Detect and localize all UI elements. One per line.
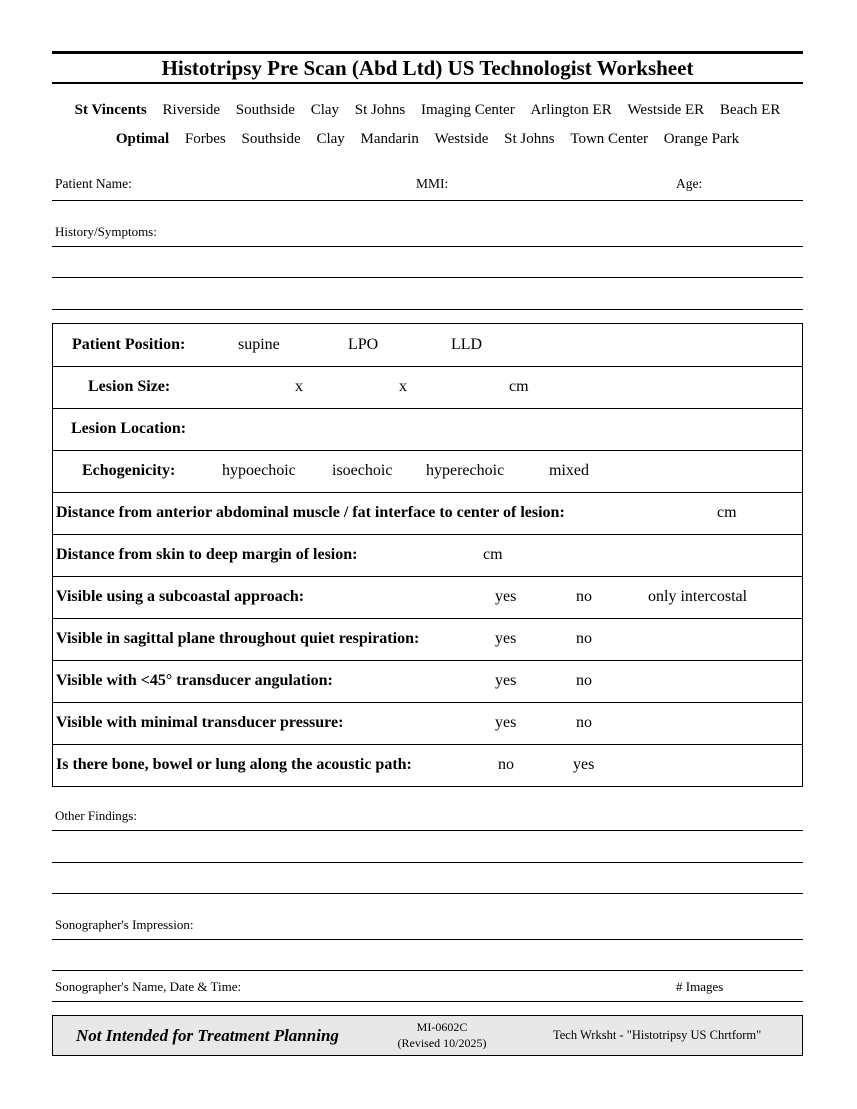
facility-option[interactable]: Clay [316, 131, 345, 147]
disclaimer-text: Not Intended for Treatment Planning [76, 1026, 339, 1045]
title-bottom-rule [52, 82, 803, 84]
history-line-1[interactable] [52, 246, 803, 247]
facility-row-st-vincents [52, 102, 803, 119]
echo-option-mixed[interactable]: mixed [549, 462, 589, 479]
position-option-lpo[interactable]: LPO [348, 336, 379, 353]
facility-option[interactable]: Town Center [570, 131, 649, 147]
facility-option[interactable]: St Johns [354, 102, 406, 118]
mmi-label: MMI: [416, 176, 449, 191]
angulation-option-yes[interactable]: yes [495, 672, 517, 689]
other-findings-label: Other Findings: [55, 808, 137, 823]
angulation-option-no[interactable]: no [576, 672, 592, 689]
table-row-sagittal [53, 618, 802, 661]
patient-position-label: Patient Position: [72, 336, 186, 353]
distance-muscle-label: Distance from anterior abdominal muscle / fat interface to center of lesion: [56, 504, 565, 521]
sagittal-option-no[interactable]: no [576, 630, 592, 647]
other-findings-line-3[interactable] [52, 893, 803, 894]
impression-line-2[interactable] [52, 970, 803, 971]
table-row-patient-position [53, 324, 802, 367]
impression-line-1[interactable] [52, 939, 803, 940]
sonographer-label: Sonographer's Name, Date & Time: [55, 979, 242, 994]
position-option-supine[interactable]: supine [238, 336, 280, 353]
pressure-option-no[interactable]: no [576, 714, 592, 731]
lesion-location-label: Lesion Location: [71, 420, 187, 437]
table-row-angulation [53, 660, 802, 703]
table-row-lesion-size [53, 366, 802, 409]
echo-option-hypoechoic[interactable]: hypoechoic [222, 462, 296, 479]
table-row-echogenicity [53, 450, 802, 493]
form-number-block [383, 1019, 501, 1051]
other-findings-line-2[interactable] [52, 862, 803, 863]
echogenicity-label: Echogenicity: [82, 462, 176, 479]
size-separator-2: x [399, 378, 407, 395]
acoustic-option-no[interactable]: no [498, 756, 514, 773]
page-title: Histotripsy Pre Scan (Abd Ltd) US Technologist Worksheet [161, 56, 694, 80]
subcostal-option-no[interactable]: no [576, 588, 592, 605]
angulation-label: Visible with <45° transducer angulation: [56, 672, 333, 689]
facility-group-label: Optimal [115, 131, 170, 147]
form-number: MI-0602C [416, 1020, 468, 1034]
patient-info-line[interactable] [52, 200, 803, 201]
sagittal-option-yes[interactable]: yes [495, 630, 517, 647]
distance-skin-label: Distance from skin to deep margin of lesion: [56, 546, 358, 563]
form-revision: (Revised 10/2025) [397, 1036, 487, 1050]
images-label: # Images [676, 979, 724, 994]
facility-option[interactable]: Orange Park [663, 131, 740, 147]
lesion-size-label: Lesion Size: [88, 378, 171, 395]
age-label: Age: [676, 176, 703, 191]
table-row-acoustic-path [53, 744, 802, 786]
facility-option[interactable]: Beach ER [719, 102, 781, 118]
facility-row-optimal [52, 131, 803, 148]
other-findings-line-1[interactable] [52, 830, 803, 831]
table-row-distance-muscle [53, 492, 802, 535]
facility-option[interactable]: Forbes [184, 131, 226, 147]
distance-muscle-unit: cm [717, 504, 737, 521]
facility-option[interactable]: Southside [235, 102, 295, 118]
acoustic-path-label: Is there bone, bowel or lung along the acoustic path: [56, 756, 412, 773]
pressure-option-yes[interactable]: yes [495, 714, 517, 731]
facility-option[interactable]: Westside [434, 131, 489, 147]
history-line-2[interactable] [52, 277, 803, 278]
subcostal-label: Visible using a subcoastal approach: [56, 588, 305, 605]
footer-box [52, 1015, 803, 1056]
table-row-lesion-location [53, 408, 802, 451]
impression-label: Sonographer's Impression: [55, 917, 194, 932]
facility-group-label: St Vincents [74, 102, 147, 118]
subcostal-option-yes[interactable]: yes [495, 588, 517, 605]
facility-option[interactable]: Clay [310, 102, 340, 118]
history-line-3[interactable] [52, 309, 803, 310]
size-separator-1: x [295, 378, 303, 395]
facility-option[interactable]: Riverside [162, 102, 221, 118]
table-row-pressure [53, 702, 802, 745]
history-label: History/Symptoms: [55, 224, 157, 239]
form-name: Tech Wrksht - "Histotripsy US Chrtform" [553, 1028, 762, 1042]
echo-option-isoechoic[interactable]: isoechoic [332, 462, 393, 479]
facility-option[interactable]: Imaging Center [420, 102, 515, 118]
table-row-subcostal [53, 576, 802, 619]
sonographer-line[interactable] [52, 1001, 803, 1002]
facility-option[interactable]: St Johns [504, 131, 555, 147]
echo-option-hyperechoic[interactable]: hyperechoic [426, 462, 505, 479]
facility-option[interactable]: Arlington ER [530, 102, 612, 118]
position-option-lld[interactable]: LLD [451, 336, 483, 353]
size-unit: cm [509, 378, 529, 395]
lesion-assessment-table [52, 323, 803, 787]
patient-name-label: Patient Name: [55, 176, 132, 191]
table-row-distance-skin [53, 534, 802, 577]
sagittal-label: Visible in sagittal plane throughout quiet respiration: [56, 630, 420, 647]
facility-option[interactable]: Westside ER [627, 102, 705, 118]
pressure-label: Visible with minimal transducer pressure: [56, 714, 344, 731]
acoustic-option-yes[interactable]: yes [573, 756, 595, 773]
facility-option[interactable]: Mandarin [360, 131, 419, 147]
facility-option[interactable]: Southside [241, 131, 301, 147]
distance-skin-unit: cm [483, 546, 503, 563]
title-top-rule [52, 51, 803, 54]
subcostal-option-only-intercostal[interactable]: only intercostal [648, 588, 748, 605]
